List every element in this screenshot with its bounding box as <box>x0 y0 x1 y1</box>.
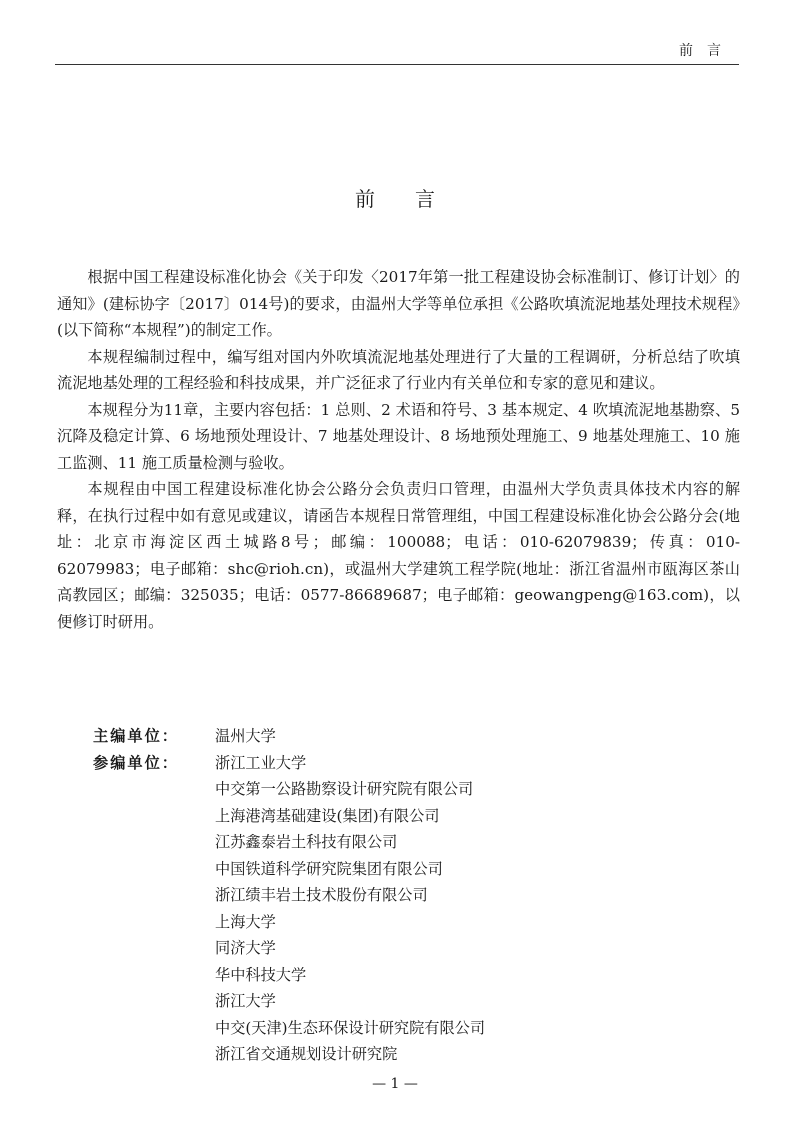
editorial-units <box>93 723 485 1068</box>
chief-unit-label: 主编单位： <box>93 727 179 745</box>
running-header-title: 前言 <box>679 43 735 59</box>
participating-unit-name: 浙江大学 <box>215 992 276 1010</box>
participating-unit-name: 中国铁道科学研究院集团有限公司 <box>215 859 443 878</box>
participating-unit-name: 江苏鑫泰岩土科技有限公司 <box>215 833 398 851</box>
paragraph-4: 本规程由中国工程建设标准化协会公路分会负责归口管理，由温州大学负责具体技术内容的解释，在执行过程中如有意见或建议，请函告本规程日常管理组，中国工程建设标准化协会公路分会(地址：北京市海淀区西土城路8号；邮编：100088；电话：010-62079839；传真：010-62079983；电子邮箱：shc@rioh.cn)，或温州大学建筑工程学院(地址：浙江省温州市瓯海区茶山高教园区；邮编：325035；电话：0577-86689687；电子邮箱：geowangpeng@163.com)，以便修订时研用。 <box>57 480 740 631</box>
paragraph-1: 根据中国工程建设标准化协会《关于印发〈2017年第一批工程建设协会标准制订、修订计划〉的通知》(建标协字〔2017〕014号)的要求，由温州大学等单位承担《公路吹填流泥地基处理技术规程》(以下简称“本规程”)的制定工作。 <box>57 268 740 339</box>
participating-unit-list <box>215 750 485 1068</box>
participating-unit-name: 中交第一公路勘察设计研究院有限公司 <box>215 780 474 798</box>
participating-unit-name: 中交(天津)生态环保设计研究院有限公司 <box>215 1018 486 1037</box>
paragraph-2: 本规程编制过程中，编写组对国内外吹填流泥地基处理进行了大量的工程调研，分析总结了吹填流泥地基处理的工程经验和科技成果，并广泛征求了行业内有关单位和专家的意见和建议。 <box>57 347 740 392</box>
participating-unit-name: 浙江省交通规划设计研究院 <box>215 1045 398 1063</box>
paragraph-3: 本规程分为11章，主要内容包括：1 总则、2 术语和符号、3 基本规定、4 吹填流泥地基勘察、5 沉降及稳定计算、6 场地预处理设计、7 地基处理设计、8 场地预处理施工、9 地基处理施工、10 施工监测、11 施工质量检测与验收。 <box>57 400 740 472</box>
chief-unit-row <box>93 723 485 750</box>
participating-unit-name: 同济大学 <box>215 939 276 957</box>
page-number: — 1 — <box>372 1076 418 1092</box>
participating-unit-name: 上海港湾基础建设(集团)有限公司 <box>215 806 440 825</box>
chief-unit-name: 温州大学 <box>215 727 276 745</box>
participating-unit-name: 浙江工业大学 <box>215 753 307 772</box>
participating-unit-label: 参编单位： <box>93 753 179 772</box>
header-rule <box>55 64 739 65</box>
participating-unit-name: 浙江绩丰岩土技术股份有限公司 <box>215 886 428 904</box>
participating-unit-row <box>93 750 485 1068</box>
preface-body <box>57 264 740 635</box>
page-title: 前言 <box>355 187 475 211</box>
chief-unit-list <box>215 723 276 750</box>
participating-unit-name: 上海大学 <box>215 912 276 931</box>
participating-unit-name: 华中科技大学 <box>215 965 307 984</box>
